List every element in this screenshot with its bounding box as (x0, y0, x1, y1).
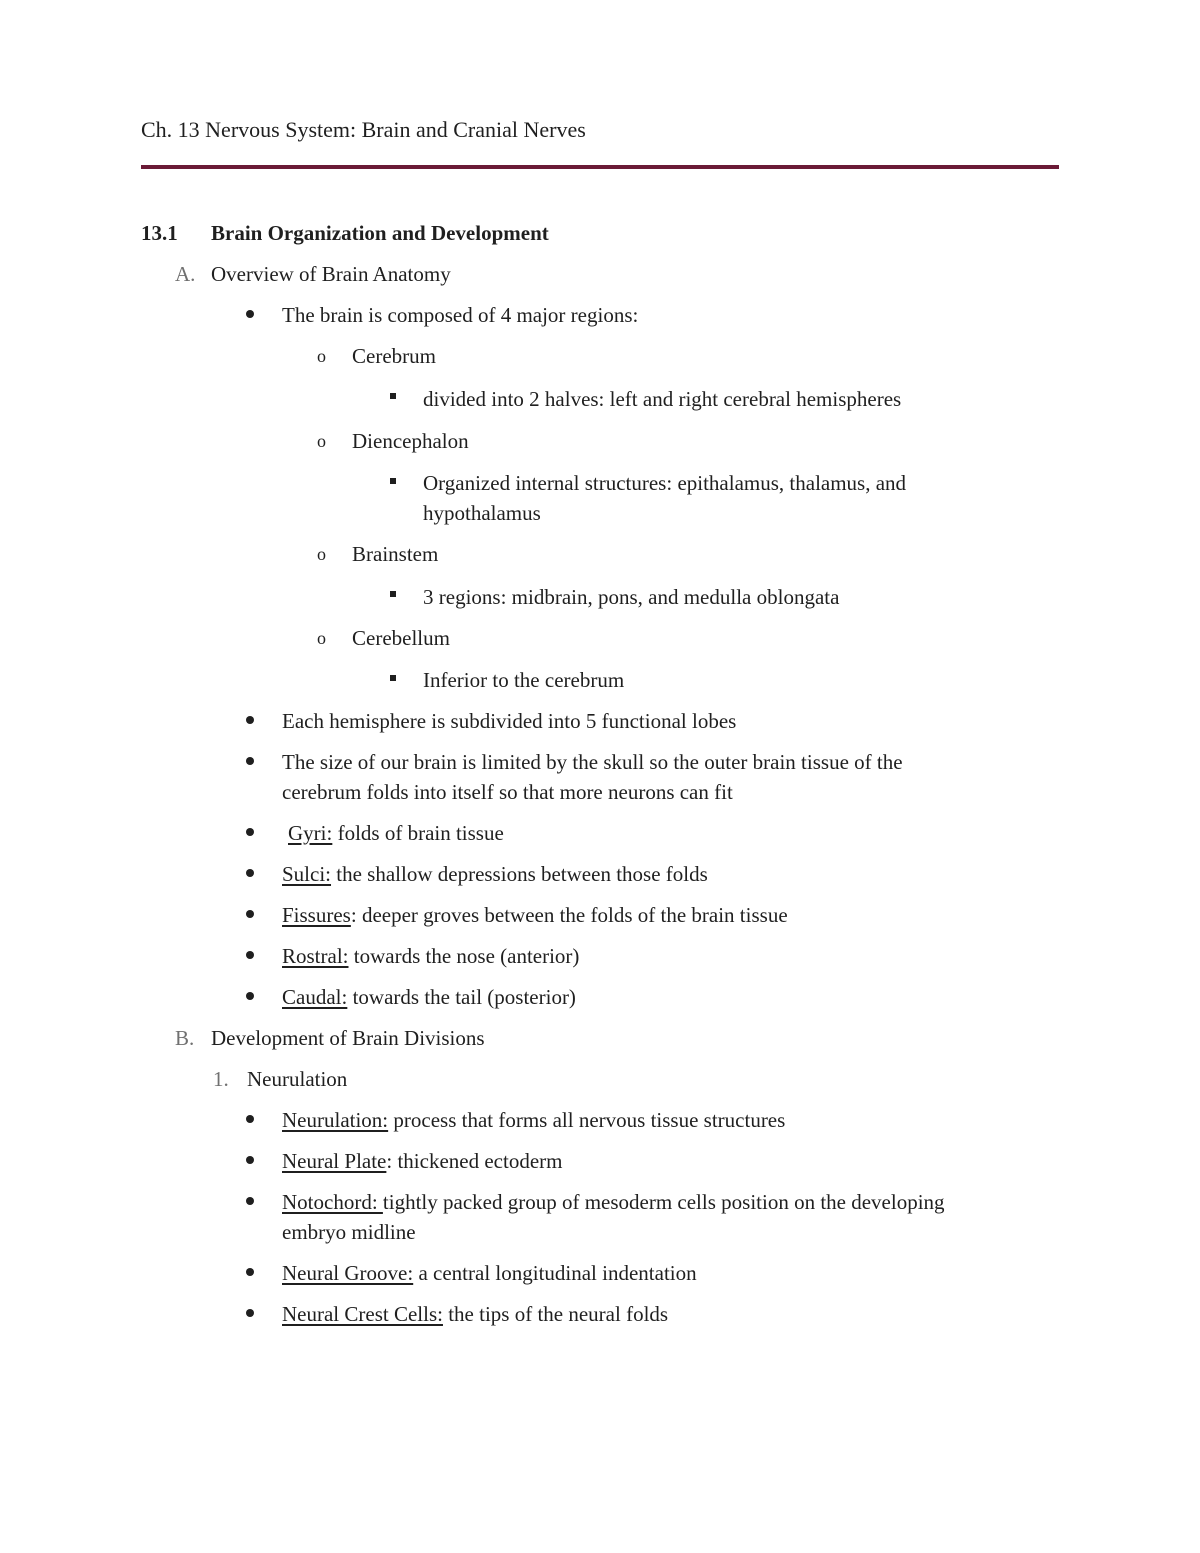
section-number: 13.1 (141, 221, 178, 245)
subsection-marker: 1. (213, 1067, 229, 1091)
term-definition: process that forms all nervous tissue structures (388, 1108, 786, 1132)
part-a-marker: A. (175, 262, 196, 286)
square-bullet-icon (390, 675, 396, 681)
region-name: Brainstem (352, 542, 439, 566)
term-definition: : thickened ectoderm (386, 1149, 563, 1173)
term-label: Fissures (282, 903, 351, 927)
bullet-icon (246, 1268, 254, 1276)
term-label: Neurulation: (282, 1108, 389, 1132)
size-text: The size of our brain is limited by the skull so the outer brain tissue of the (282, 750, 903, 774)
bullet-icon (246, 310, 254, 318)
term-item (282, 1302, 668, 1327)
square-bullet-icon (390, 478, 396, 484)
bullet-icon (246, 1309, 254, 1317)
part-b-marker: B. (175, 1026, 195, 1050)
term-label: Neural Plate (282, 1149, 387, 1173)
title-divider (141, 165, 1059, 169)
term-item (288, 821, 504, 846)
bullet-icon (246, 951, 254, 959)
term-label: Gyri: (288, 821, 333, 845)
term-item (282, 1108, 785, 1133)
term-definition: towards the nose (anterior) (348, 944, 580, 968)
term-item (282, 862, 708, 887)
term-label: Neural Crest Cells: (282, 1302, 443, 1326)
term-label: Caudal: (282, 985, 348, 1009)
bullet-icon (246, 869, 254, 877)
term-label: Notochord: (282, 1190, 383, 1214)
region-detail: 3 regions: midbrain, pons, and medulla oblongata (423, 585, 840, 609)
term-definition: folds of brain tissue (332, 821, 504, 845)
page-title: Ch. 13 Nervous System: Brain and Cranial Nerves (141, 117, 586, 142)
bullet-icon (246, 1197, 254, 1205)
term-item (282, 1261, 697, 1286)
term-definition: tightly packed group of mesoderm cells position on the developing (382, 1190, 945, 1214)
circle-bullet-icon: o (317, 431, 326, 451)
regions-intro: The brain is composed of 4 major regions: (282, 303, 639, 327)
term-definition: : deeper groves between the folds of the brain tissue (350, 903, 788, 927)
term-definition: a central longitudinal indentation (413, 1261, 697, 1285)
term-item (282, 903, 788, 928)
bullet-icon (246, 1156, 254, 1164)
bullet-icon (246, 716, 254, 724)
part-b-heading: Development of Brain Divisions (211, 1026, 485, 1050)
region-name: Cerebellum (352, 626, 450, 650)
part-a-heading: Overview of Brain Anatomy (211, 262, 451, 286)
region-detail: divided into 2 halves: left and right cerebral hemispheres (423, 387, 902, 411)
square-bullet-icon (390, 393, 396, 399)
term-item (282, 1149, 562, 1174)
bullet-icon (246, 1115, 254, 1123)
bullet-icon (246, 828, 254, 836)
circle-bullet-icon: o (317, 628, 326, 648)
circle-bullet-icon: o (317, 346, 326, 366)
subsection-heading: Neurulation (247, 1067, 348, 1091)
bullet-icon (246, 757, 254, 765)
term-definition: the tips of the neural folds (442, 1302, 669, 1326)
region-name: Diencephalon (352, 429, 469, 453)
term-definition: towards the tail (posterior) (347, 985, 576, 1009)
bullet-icon (246, 910, 254, 918)
region-detail: Organized internal structures: epithalamus, thalamus, and (423, 471, 907, 495)
term-item (282, 1190, 945, 1215)
term-definition: the shallow depressions between those folds (331, 862, 708, 886)
circle-bullet-icon: o (317, 544, 326, 564)
square-bullet-icon (390, 591, 396, 597)
region-name: Cerebrum (352, 344, 436, 368)
term-label: Rostral: (282, 944, 349, 968)
term-label: Sulci: (282, 862, 332, 886)
region-detail: Inferior to the cerebrum (423, 668, 625, 692)
section-title: Brain Organization and Development (211, 221, 549, 245)
term-item (282, 944, 579, 969)
region-detail-cont: hypothalamus (423, 501, 541, 525)
lobes-text: Each hemisphere is subdivided into 5 functional lobes (282, 709, 737, 733)
term-item (282, 985, 576, 1010)
term-label: Neural Groove: (282, 1261, 414, 1285)
bullet-icon (246, 992, 254, 1000)
term-definition-cont: embryo midline (282, 1220, 416, 1244)
size-text-cont: cerebrum folds into itself so that more neurons can fit (282, 780, 733, 804)
